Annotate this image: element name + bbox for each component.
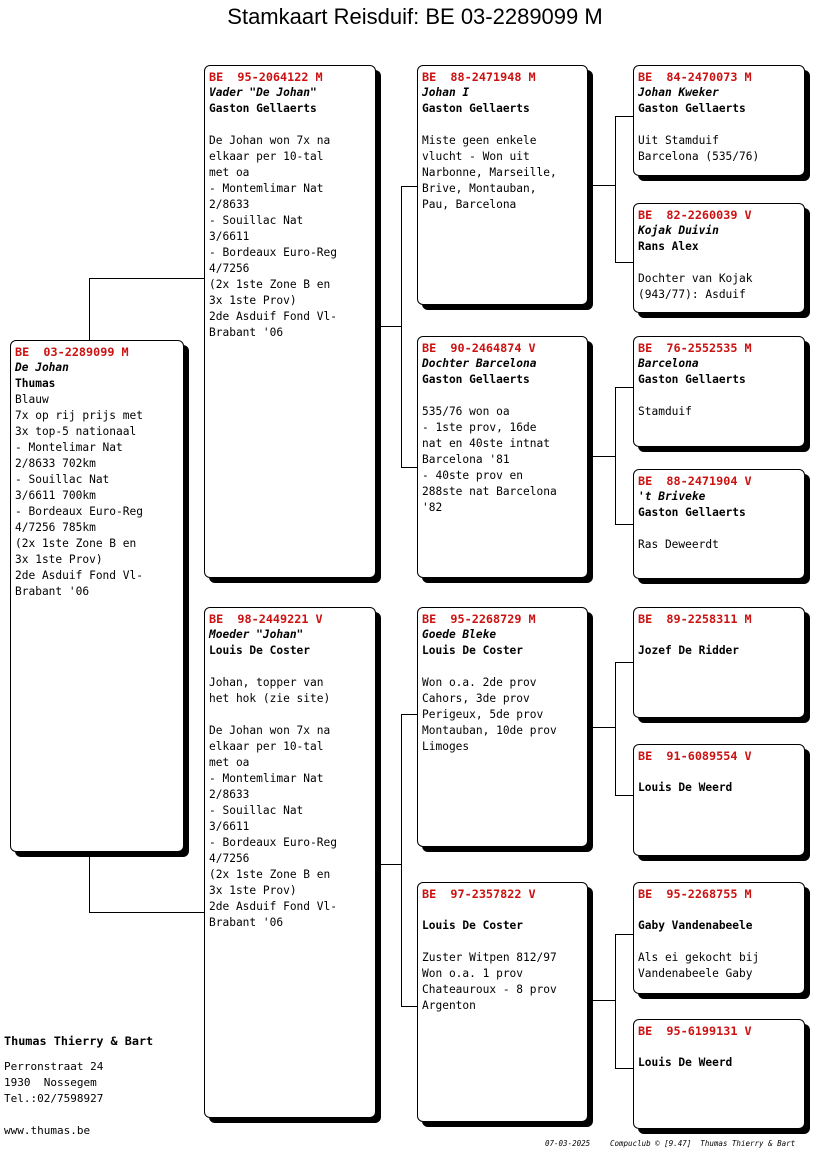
ring-number: BE 03-2289099 M [15, 345, 129, 359]
ring-number: BE 84-2470073 M [638, 70, 752, 84]
owner-name: Jozef De Ridder [638, 644, 740, 657]
connector-line [401, 714, 402, 1007]
connector-line [401, 1006, 417, 1007]
pigeon-info: 535/76 won oa - 1ste prov, 16de nat en 40ste intnat Barcelona '81 - 40ste prov en 288ste nat Barcelona '82 [422, 405, 557, 514]
connector-line [588, 727, 616, 728]
ring-number: BE 89-2258311 M [638, 612, 752, 626]
pigeon-card-mfm[interactable] [633, 744, 805, 856]
connector-line [615, 387, 616, 525]
connector-line [615, 934, 633, 935]
ring-number: BE 76-2552535 M [638, 341, 752, 355]
pigeon-name: Kojak Duivin [638, 224, 719, 237]
website-link[interactable]: www.thumas.be [4, 1124, 91, 1137]
connector-line [89, 278, 90, 340]
owner-name: Louis De Coster [422, 919, 524, 932]
page-title: Stamkaart Reisduif: BE 03-2289099 M [227, 4, 603, 29]
pigeon-name: Dochter Barcelona [422, 357, 537, 370]
connector-line [401, 467, 417, 468]
pigeon-name: De Johan [15, 361, 69, 374]
ring-number: BE 88-2471904 V [638, 474, 752, 488]
pigeon-name [638, 1039, 801, 1055]
pigeon-card-fmm[interactable] [633, 469, 805, 579]
pigeon-card-ffm[interactable] [633, 203, 805, 313]
owner-name: Louis De Weerd [638, 1056, 733, 1069]
breeder-name: Thumas Thierry & Bart [4, 1034, 154, 1048]
pigeon-name [638, 627, 801, 643]
pigeon-card-subject[interactable] [10, 340, 184, 852]
ring-number: BE 88-2471948 M [422, 70, 536, 84]
connector-line [588, 456, 616, 457]
print-date: 07-03-2025 [545, 1139, 591, 1148]
pigeon-card-mmf[interactable] [633, 882, 805, 994]
connector-line [615, 116, 633, 117]
connector-line [588, 1000, 616, 1001]
address-street: Perronstraat 24 [4, 1060, 104, 1073]
pigeon-card-mmm[interactable] [633, 1019, 805, 1129]
owner-name: Rans Alex [638, 240, 699, 253]
ring-number: BE 95-6199131 V [638, 1024, 752, 1038]
connector-line [615, 524, 633, 525]
pigeon-info: De Johan won 7x na elkaar per 10-tal met oa - Montemlimar Nat 2/8633 - Souillac Nat 3/6611 - Bordeaux Euro-Reg 4/7256 (2x 1ste Zone B en 3x 1ste Prov) 2de Asduif Fond Vl- Brabant '06 [209, 134, 337, 339]
connector-line [376, 326, 401, 327]
ring-number: BE 97-2357822 V [422, 887, 536, 901]
connector-line [588, 185, 616, 186]
pigeon-info: Miste geen enkele vlucht - Won uit Narbonne, Marseille, Brive, Montauban, Pau, Barcelona [422, 134, 557, 211]
pigeon-card-fm[interactable] [417, 336, 588, 578]
connector-line [89, 912, 204, 913]
pigeon-name [638, 764, 801, 780]
pigeon-card-ff[interactable] [417, 65, 588, 305]
connector-line [615, 662, 616, 796]
connector-line [401, 714, 417, 715]
owner-name: Thumas [15, 377, 56, 390]
owner-name: Gaston Gellaerts [638, 373, 746, 386]
pigeon-info: Blauw 7x op rij prijs met 3x top-5 nationaal - Montelimar Nat 2/8633 702km - Souillac Nat 3/6611 700km - Bordeaux Euro-Reg 4/7256 785km (2x 1ste Zone B en 3x 1ste Prov) 2de Asduif Fond Vl- Brabant '06 [15, 393, 143, 598]
pigeon-card-mother[interactable] [204, 607, 376, 1118]
connector-line [89, 852, 90, 912]
address-city: 1930 Nossegem [4, 1076, 97, 1089]
owner-name: Gaston Gellaerts [638, 102, 746, 115]
connector-line [376, 864, 401, 865]
pigeon-info: Stamduif [638, 405, 692, 418]
owner-name: Gaston Gellaerts [638, 506, 746, 519]
connector-line [615, 387, 633, 388]
owner-name: Gaston Gellaerts [422, 373, 530, 386]
ring-number: BE 98-2449221 V [209, 612, 323, 626]
pigeon-info: Won o.a. 2de prov Cahors, 3de prov Perigeux, 5de prov Montauban, 10de prov Limoges [422, 676, 557, 753]
connector-line [615, 262, 633, 263]
program-credit: Compuclub © [9.47] Thumas Thierry & Bart [610, 1139, 796, 1148]
pigeon-card-fff[interactable] [633, 65, 805, 176]
address-phone: Tel.:02/7598927 [4, 1092, 104, 1105]
pigeon-name: Moeder "Johan" [209, 628, 304, 641]
breeder-address [4, 1059, 103, 1107]
connector-line [615, 116, 616, 263]
pigeon-name: Barcelona [638, 357, 699, 370]
owner-name: Gaby Vandenabeele [638, 919, 753, 932]
connector-line [89, 278, 204, 279]
owner-name: Gaston Gellaerts [209, 102, 317, 115]
pigeon-card-fmf[interactable] [633, 336, 805, 447]
pigeon-name: Goede Bleke [422, 628, 497, 641]
pigeon-name: Johan Kweker [638, 86, 719, 99]
pigeon-name: Vader "De Johan" [209, 86, 317, 99]
pigeon-card-father[interactable] [204, 65, 376, 578]
ring-number: BE 95-2268755 M [638, 887, 752, 901]
pigeon-card-mm[interactable] [417, 882, 588, 1122]
connector-line [615, 662, 633, 663]
pigeon-info: Uit Stamduif Barcelona (535/76) [638, 134, 760, 163]
ring-number: BE 91-6089554 V [638, 749, 752, 763]
owner-name: Louis De Weerd [638, 781, 733, 794]
connector-line [401, 186, 417, 187]
ring-number: BE 90-2464874 V [422, 341, 536, 355]
pigeon-card-mf[interactable] [417, 607, 588, 847]
ring-number: BE 95-2064122 M [209, 70, 323, 84]
pigeon-info: Johan, topper van het hok (zie site) De Johan won 7x na elkaar per 10-tal met oa - Montemlimar Nat 2/8633 - Souillac Nat 3/6611 - Bordeaux Euro-Reg 4/7256 (2x 1ste Zone B en 3x 1ste Prov) 2de Asduif Fond Vl- Brabant '06 [209, 676, 337, 929]
owner-name: Louis De Coster [422, 644, 524, 657]
connector-line [615, 934, 616, 1069]
pigeon-name: Johan I [422, 86, 470, 99]
pigeon-info: Als ei gekocht bij Vandenabeele Gaby [638, 951, 760, 980]
connector-line [401, 186, 402, 468]
pigeon-name: 't Briveke [638, 490, 706, 503]
pigeon-name [638, 902, 801, 918]
pigeon-info: Zuster Witpen 812/97 Won o.a. 1 prov Chateauroux - 8 prov Argenton [422, 951, 557, 1012]
ring-number: BE 82-2260039 V [638, 208, 752, 222]
connector-line [615, 795, 633, 796]
owner-name: Gaston Gellaerts [422, 102, 530, 115]
pigeon-card-mff[interactable] [633, 607, 805, 718]
connector-line [615, 1068, 633, 1069]
owner-name: Louis De Coster [209, 644, 311, 657]
pigeon-info: Ras Deweerdt [638, 538, 719, 551]
pigeon-name [422, 902, 584, 918]
ring-number: BE 95-2268729 M [422, 612, 536, 626]
pigeon-info: Dochter van Kojak (943/77): Asduif [638, 272, 753, 301]
